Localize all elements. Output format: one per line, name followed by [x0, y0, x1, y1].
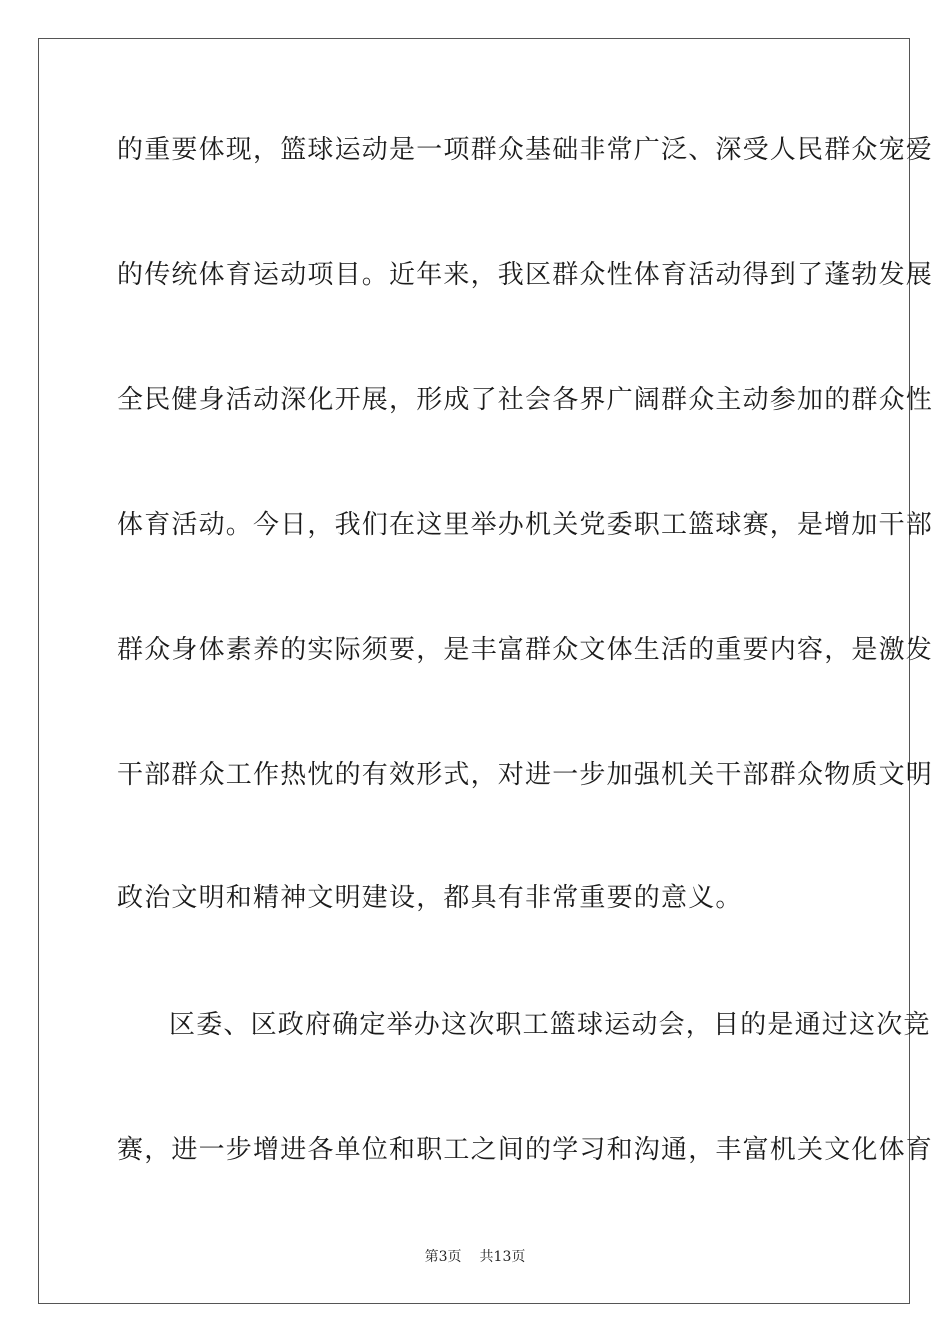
text-line: 体育活动。今日，我们在这里举办机关党委职工篮球赛，是增加干部: [117, 510, 934, 540]
page-frame: [38, 38, 934, 1304]
page-footer: [0, 1247, 950, 1267]
text-line: 赛，进一步增进各单位和职工之间的学习和沟通，丰富机关文化体育: [117, 1135, 934, 1165]
page-number: 第3页: [424, 1249, 462, 1265]
text-line: 干部群众工作热忱的有效形式，对进一步加强机关干部群众物质文明: [117, 760, 934, 790]
paragraph-start-line: 区委、区政府确定举办这次职工篮球运动会，目的是通过这次竞: [169, 1010, 931, 1040]
total-pages: 共13页: [479, 1249, 526, 1265]
text-line: 群众身体素养的实际须要，是丰富群众文体生活的重要内容，是激发: [117, 635, 934, 665]
text-line: 全民健身活动深化开展，形成了社会各界广阔群众主动参加的群众性: [117, 385, 934, 415]
text-line: 政治文明和精神文明建设，都具有非常重要的意义。: [117, 883, 743, 913]
text-line: 的传统体育运动项目。近年来，我区群众性体育活动得到了蓬勃发展: [117, 260, 934, 290]
text-line: 的重要体现，篮球运动是一项群众基础非常广泛、深受人民群众宠爱: [117, 135, 934, 165]
